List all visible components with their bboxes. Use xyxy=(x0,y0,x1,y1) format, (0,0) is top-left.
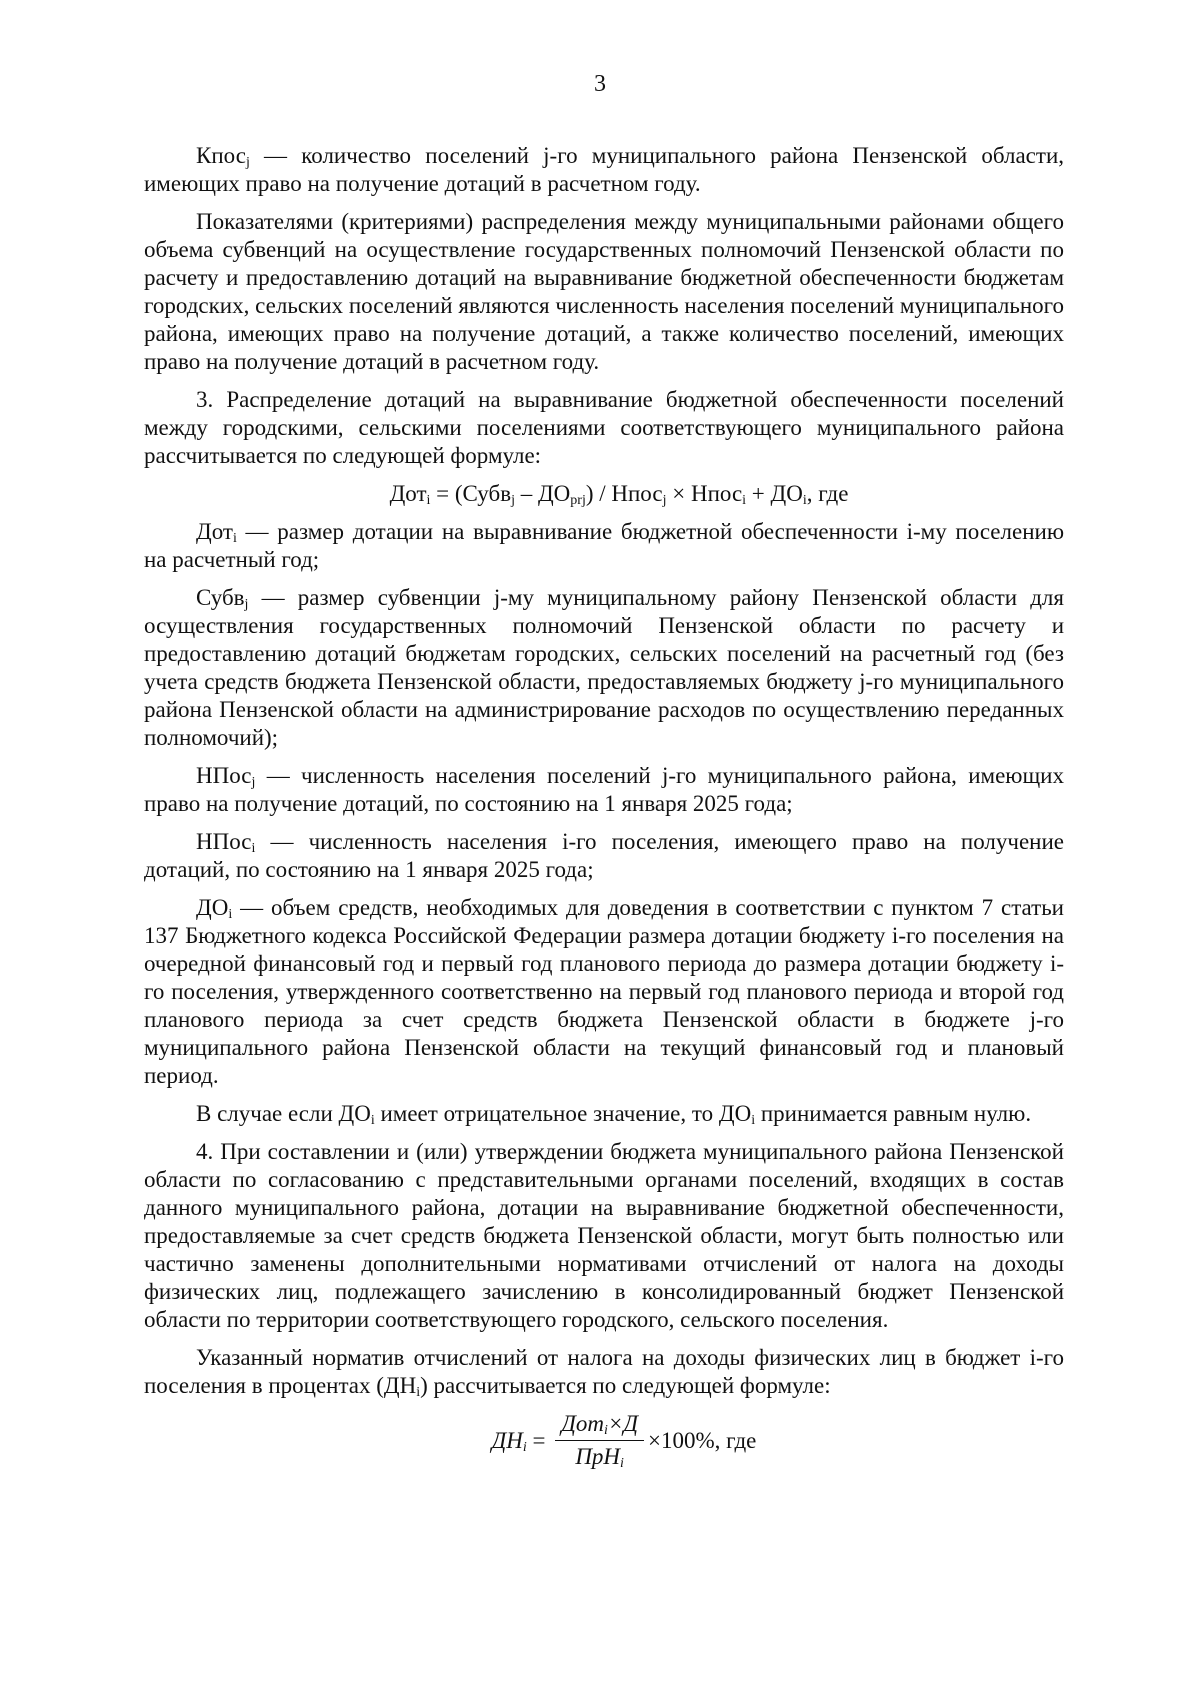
section-3-paragraph: 3. Распределение дотаций на выравнивание бюджетной обеспеченности поселений между городскими, сельскими поселениями соответствующего муниципального района рассчитывается по следующей формуле: xyxy=(144,387,1064,468)
definition-do-i: $ДО_i$ — объем средств, необходимых для доведения в соответствии с пунктом 7 статьи 137 Бюджетного кодекса Российской Федерации размера дотации бюджету i-го поселения на очередной финансовый год и первый год планового периода до размера дотации бюджету i-го поселения, утвержденного соответственно на первый год планового периода и второй год планового периода за счет средств бюджета Пензенской области в бюджете j-го муниципального района Пензенской области на текущий финансовый год и плановый период. xyxy=(144,895,1064,1088)
norm-formula: $ДН_i$ = $\frac{Дот_i\times Д}{ПрН_i}$ ×100%, где xyxy=(491,1411,757,1471)
definition-npos-j: НПос$_j$ — численность населения поселений j-го муниципального района, имеющих право на получение дотаций, по состоянию на 1 января 2025 года; xyxy=(144,763,1064,816)
norm-paragraph: Указанный норматив отчислений от налога на доходы физических лиц в бюджет i-го поселения в процентах $(ДН_i)$ рассчитывается по следующей формуле: xyxy=(144,1345,1064,1400)
definition-dot-i: Дот$_i$ — размер дотации на выравнивание бюджетной обеспеченности i-му поселению на расчетный год; xyxy=(144,519,1064,572)
section-4-paragraph: 4. При составлении и (или) утверждении бюджета муниципального района Пензенской области по согласованию с представительными органами поселений, входящих в состав данного муниципального района, дотации на выравнивание бюджетной обеспеченности, предоставляемые за счет средств бюджета Пензенской области, могут быть полностью или частично заменены дополнительными нормативами отчислений от налога на доходы физических лиц, подлежащего зачислению в консолидированный бюджет Пензенской области по территории соответствующего городского, сельского поселения. xyxy=(144,1139,1064,1332)
page-number: 3 xyxy=(594,71,606,97)
formula-tail: ×100%, где xyxy=(648,1427,757,1453)
definition-npos-i: НПос$_i$ — численность населения i-го поселения, имеющего право на получение дотаций, по состоянию на 1 января 2025 года; xyxy=(144,829,1064,882)
negative-value-note: В случае если $ДО_i$ имеет отрицательное значение, то $ДО_i$ принимается равным нулю. xyxy=(196,1101,1032,1128)
formula-fraction xyxy=(555,1410,644,1471)
formula-lhs: $ДН_i$ xyxy=(491,1427,527,1455)
definition-kpos-j: Кпос$_j$ — количество поселений j-го муниципального района Пензенской области, имеющих право на получение дотаций в расчетном году. xyxy=(144,143,1064,196)
criteria-paragraph: Показателями (критериями) распределения между муниципальными районами общего объема субвенций на осуществление государственных полномочий Пензенской области по расчету и предоставлению дотаций на выравнивание бюджетной обеспеченности бюджетам городских, сельских поселений являются численность населения поселений муниципального района, имеющих право на получение дотаций, а также количество поселений, имеющих право на получение дотаций в расчетном году. xyxy=(144,209,1064,374)
distribution-formula: Дот$_i$ = (Субв$_j$ – $ДО_{prj}$) / Нпос$_j$ × Нпос$_i$ + $ДО_i$, где xyxy=(389,481,849,508)
document-body xyxy=(144,142,1064,1471)
formula-denominator: ПрН$_i$ xyxy=(575,1444,624,1471)
formula-numerator: Дот$_i$×Д xyxy=(555,1410,644,1441)
definition-subv-j: Субв$_j$ — размер субвенции j-му муниципальному району Пензенской области для осуществления государственных полномочий Пензенской области по расчету и предоставлению дотаций бюджетам городских, сельских поселений на расчетный год (без учета средств бюджета Пензенской области, предоставляемых бюджету j-го муниципального района Пензенской области на администрирование расходов по осуществлению переданных полномочий); xyxy=(144,585,1064,750)
